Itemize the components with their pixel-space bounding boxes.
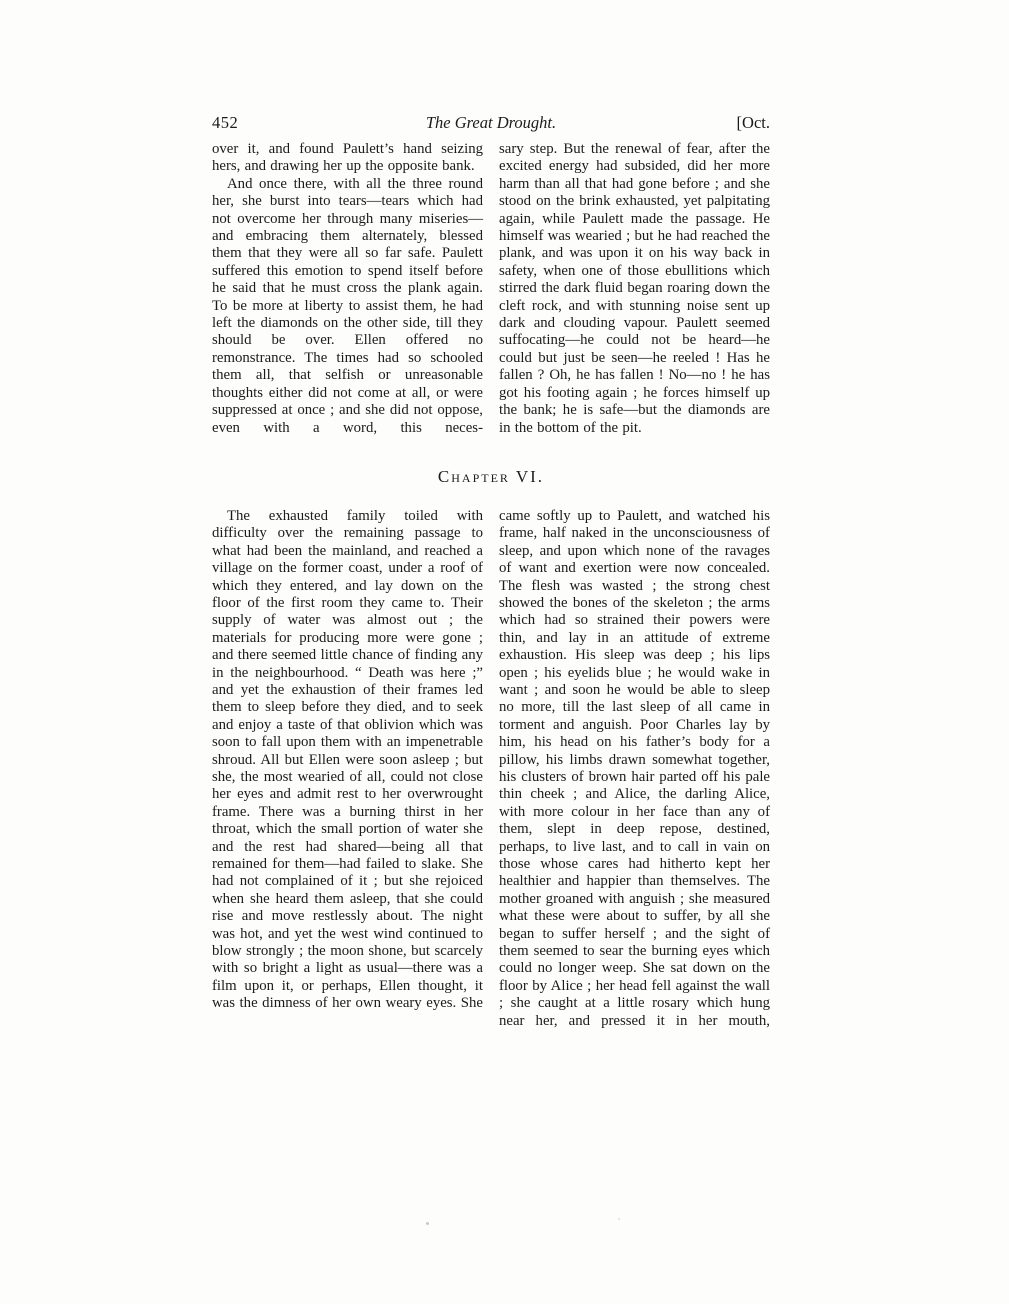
paragraph: came softly up to Paulett, and watched his frame, half naked in the unconsciousness of sleep, and upon which none of the ravages of want and exertion were now concealed. The flesh was wasted ; the strong chest showed the bones of the skeleton ; the arms which had so strained their powers were thin, and lay in an attitude of extreme exhaustion. His sleep was deep ; his lips open ; his eyelids blue ; he would wake in want ; and soon he would be able to sleep no more, till the last sleep of all came in torment and anguish. Poor Charles lay by him, his head on his father’s body for a pillow, his limbs drawn somewhat together, his clusters of brown hair parted off his pale thin cheek ; and Alice, the darling Alice, with more colour in her face than any of them, slept in deep repose, destined, perhaps, to live last, and to call in vain on those whose cares had hitherto kept her healthier and happier than themselves. The mother groaned with anguish ; she measured what these were about to suffer, by all she began to suffer herself ; and the sight of them seemed to sear the burning eyes which could no longer weep. She sat down on the floor by Alice ; her head fell against the wall ; she caught at a little rosary which hung near her, and pressed it in her mouth,	[499, 507, 770, 1029]
paragraph: The exhausted family toiled with difficulty over the remaining passage to what had been the mainland, and reached a village on the former coast, under a roof of which they entered, and lay down on the floor of the first room they came to. Their supply of water was almost out ; the materials for producing more were gone ; and there seemed little chance of finding any in the neighbourhood. “ Death was here ;” and yet the exhaustion of their frames led them to sleep before they died, and to seek and enjoy a taste of that oblivion which was soon to fall upon them with an impenetrable shroud. All but Ellen were soon asleep ; but she, the most wearied of all, could not close her eyes and admit rest to her overwrought frame. There was a burning thirst in her throat, which the small portion of water she and the rest had shared—being all that remained for them—had failed to slake. She had not complained of it ; but she rejoiced when she heard them asleep, that she could rise and move restlessly about. The night was hot, and yet the west wind continued to blow strongly ; the moon shone, but scarcely with so bright a light as usual—there was a film upon it, or perhaps, Ellen thought, it was the dimness of her own weary eyes. She	[212, 507, 483, 1012]
paragraph: sary step. But the renewal of fear, after the excited energy had subsided, did her more harm than all that had gone before ; and she stood on the brink exhausted, yet palpitating again, while Paulett made the passage. He himself was wearied ; but he had reached the plank, and was upon it on his way back in safety, when one of those ebullitions which stirred the dark fluid began roaring down the cleft rock, and with stunning noise sent up dark and clouding vapour. Paulett seemed suffocating—he could not be heard—he could but just be seen—he reeled ! Has he fallen ? Oh, he has fallen ! No—no ! he has got his footing again ; he forces himself up the bank; he is safe—but the diamonds are in the bottom of the pit.	[499, 141, 770, 436]
right-column	[499, 508, 770, 1030]
paragraph: over it, and found Paulett’s hand seizing hers, and drawing her up the opposite bank.	[212, 141, 483, 175]
paragraph: And once there, with all the three round her, she burst into tears—tears which had not overcome her through many miseries—and embracing them alternately, blessed them that they were all so far safe. Paulett suffered this emotion to spend itself before he said that he must cross the plank again. To be more at liberty to assist them, he had left the diamonds on the other side, till they should be over. Ellen offered no remonstrance. The times had so schooled them all, that selfish or unreasonable thoughts either did not come at all, or were suppressed at once ; and she did not oppose, even with a word, this neces-	[212, 175, 483, 436]
running-title: The Great Drought.	[425, 113, 557, 132]
running-head	[212, 114, 770, 132]
scan-speck	[426, 1222, 429, 1225]
section-before-chapter	[212, 141, 770, 437]
chapter-heading: Chapter VI.	[437, 466, 545, 486]
left-column	[212, 508, 483, 1030]
page-number: 452	[212, 113, 239, 132]
left-column	[212, 141, 483, 437]
text-block	[212, 114, 770, 1030]
scan-speck	[618, 1218, 620, 1220]
right-column	[499, 141, 770, 437]
issue-label: [Oct.	[736, 113, 770, 132]
scan-speck	[515, 121, 517, 123]
section-after-chapter	[212, 508, 770, 1030]
